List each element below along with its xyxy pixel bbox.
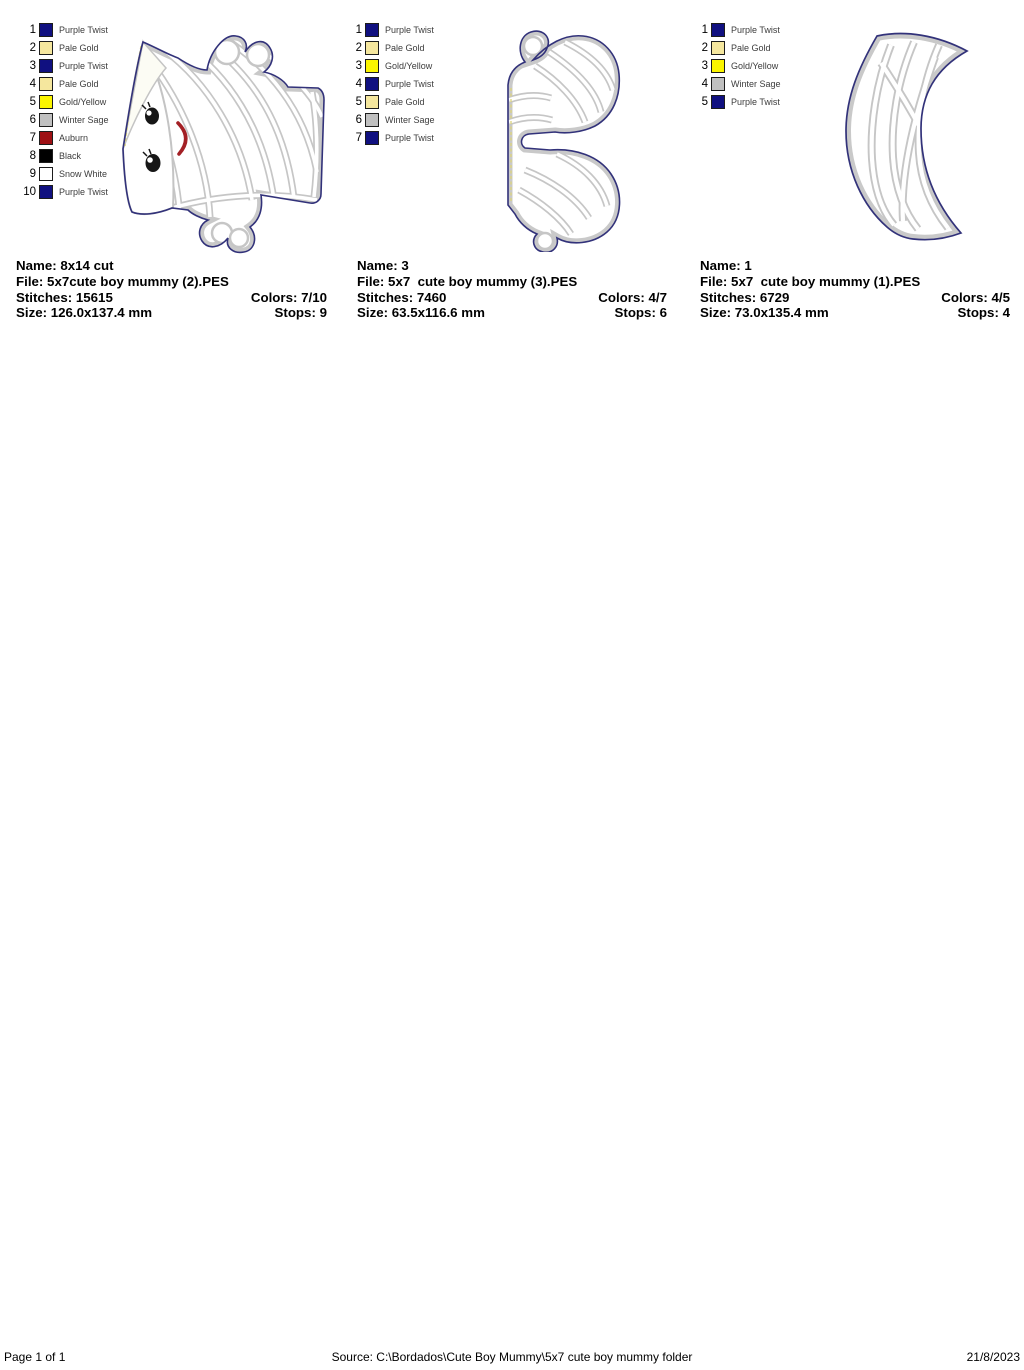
color-number: 3 [29, 60, 36, 72]
color-name: Purple Twist [385, 79, 434, 89]
color-swatch [365, 77, 379, 91]
color-number: 3 [355, 60, 362, 72]
color-number: 5 [701, 96, 708, 108]
meta-colors: Colors: 7/10 [250, 289, 327, 305]
color-swatch [365, 59, 379, 73]
meta-file-label: File: [16, 273, 44, 289]
meta-stitches: Stitches: 15615 [16, 289, 113, 305]
color-name: Gold/Yellow [59, 97, 107, 107]
meta-stitches: Stitches: 7460 [357, 289, 447, 305]
thread-color-row [12, 129, 109, 147]
color-name: Pale Gold [385, 43, 425, 53]
thread-color-row [338, 39, 435, 57]
color-name: Purple Twist [385, 133, 434, 143]
meta-size: Size: 73.0x135.4 mm [700, 305, 829, 321]
meta-stops: Stops: 4 [957, 305, 1010, 321]
thread-color-row [12, 111, 109, 129]
color-number: 8 [29, 150, 36, 162]
color-number: 7 [29, 132, 36, 144]
color-swatch [39, 185, 53, 199]
thread-color-row [12, 57, 109, 75]
meta-name-line [16, 258, 327, 274]
meta-stitches-colors-line [700, 290, 1010, 306]
color-number: 9 [29, 168, 36, 180]
meta-name-value: 8x14 cut [60, 258, 114, 273]
color-swatch [365, 131, 379, 145]
color-swatch [365, 41, 379, 55]
thread-color-row [684, 57, 781, 75]
color-swatch [39, 131, 53, 145]
color-name: Snow White [59, 169, 108, 179]
meta-file-value: 5x7 cute boy mummy (1).PES [731, 273, 921, 289]
thread-color-row [684, 39, 781, 57]
design-meta-3 [700, 258, 1010, 321]
color-number: 4 [29, 78, 36, 90]
thread-color-row [12, 147, 109, 165]
embroidery-design-1-icon [112, 22, 332, 257]
thread-color-row [12, 183, 109, 201]
color-swatch [365, 95, 379, 109]
meta-file-value: 5x7cute boy mummy (2).PES [47, 273, 229, 289]
thread-color-row [684, 93, 781, 111]
color-name: Pale Gold [59, 79, 99, 89]
color-name: Purple Twist [59, 61, 108, 71]
color-swatch [365, 23, 379, 37]
color-swatch [711, 77, 725, 91]
thread-color-row [338, 129, 435, 147]
meta-stitches: Stitches: 6729 [700, 289, 790, 305]
footer-page-number: Page 1 of 1 [4, 1350, 66, 1364]
color-name: Pale Gold [59, 43, 99, 53]
thread-color-row [12, 39, 109, 57]
color-number: 1 [29, 24, 36, 36]
color-number: 5 [29, 96, 36, 108]
meta-name-value: 3 [401, 258, 409, 273]
color-name: Gold/Yellow [385, 61, 433, 71]
color-number: 3 [701, 60, 708, 72]
color-swatch [39, 167, 53, 181]
color-name: Auburn [59, 133, 89, 143]
thread-color-list-1 [12, 21, 109, 201]
thread-color-list-3 [684, 21, 781, 111]
color-number: 6 [29, 114, 36, 126]
thread-color-row [12, 165, 109, 183]
color-name: Purple Twist [731, 97, 780, 107]
color-number: 1 [701, 24, 708, 36]
footer-date: 21/8/2023 [966, 1350, 1020, 1364]
meta-file-value: 5x7 cute boy mummy (3).PES [388, 273, 578, 289]
meta-name-label: Name: [357, 258, 398, 273]
meta-size: Size: 126.0x137.4 mm [16, 305, 153, 321]
color-number: 4 [701, 78, 708, 90]
color-swatch [39, 149, 53, 163]
color-name: Pale Gold [731, 43, 771, 53]
meta-size-stops-line [700, 305, 1010, 321]
color-swatch [711, 95, 725, 109]
thread-color-row [338, 75, 435, 93]
meta-file-line [700, 274, 1010, 290]
color-number: 2 [29, 42, 36, 54]
color-swatch [39, 95, 53, 109]
thread-color-row [338, 93, 435, 111]
thread-color-row [12, 21, 109, 39]
design-meta-1 [16, 258, 327, 321]
thread-color-row [338, 111, 435, 129]
color-name: Black [59, 151, 82, 161]
meta-name-value: 1 [744, 258, 752, 273]
meta-stops: Stops: 6 [614, 305, 667, 321]
color-name: Winter Sage [385, 115, 435, 125]
meta-stops: Stops: 9 [274, 305, 327, 321]
color-name: Gold/Yellow [731, 61, 779, 71]
color-swatch [39, 77, 53, 91]
color-name: Purple Twist [59, 25, 108, 35]
meta-size: Size: 63.5x116.6 mm [357, 305, 485, 321]
color-number: 5 [355, 96, 362, 108]
meta-colors: Colors: 4/5 [941, 289, 1010, 305]
design-preview-mummy-body [495, 22, 645, 252]
color-swatch [39, 23, 53, 37]
meta-name-label: Name: [700, 258, 741, 273]
color-number: 2 [355, 42, 362, 54]
color-number: 4 [355, 78, 362, 90]
color-name: Purple Twist [731, 25, 780, 35]
color-name: Purple Twist [59, 187, 108, 197]
thread-color-row [12, 93, 109, 111]
embroidery-design-3-icon [833, 25, 988, 250]
color-swatch [39, 113, 53, 127]
meta-file-label: File: [357, 273, 385, 289]
color-number: 1 [355, 24, 362, 36]
color-swatch [711, 41, 725, 55]
meta-name-label: Name: [16, 258, 57, 273]
embroidery-design-2-icon [495, 22, 645, 252]
thread-color-row [684, 75, 781, 93]
meta-file-label: File: [700, 273, 728, 289]
color-swatch [711, 59, 725, 73]
meta-name-line [700, 258, 1010, 274]
thread-color-row [338, 57, 435, 75]
color-number: 10 [23, 186, 36, 198]
color-name: Winter Sage [59, 115, 109, 125]
meta-file-line [357, 274, 667, 290]
color-swatch [39, 59, 53, 73]
color-number: 7 [355, 132, 362, 144]
color-name: Purple Twist [385, 25, 434, 35]
color-name: Pale Gold [385, 97, 425, 107]
footer-source-path: Source: C:\Bordados\Cute Boy Mummy\5x7 cute boy mummy folder [331, 1350, 693, 1364]
color-name: Winter Sage [731, 79, 781, 89]
design-preview-mummy-head [112, 22, 332, 257]
meta-name-line [357, 258, 667, 274]
color-swatch [711, 23, 725, 37]
thread-color-row [684, 21, 781, 39]
meta-size-stops-line [16, 305, 327, 321]
meta-size-stops-line [357, 305, 667, 321]
meta-colors: Colors: 4/7 [598, 289, 667, 305]
design-meta-2 [357, 258, 667, 321]
color-swatch [39, 41, 53, 55]
thread-color-row [338, 21, 435, 39]
color-number: 6 [355, 114, 362, 126]
meta-stitches-colors-line [357, 290, 667, 306]
thread-color-row [12, 75, 109, 93]
color-swatch [365, 113, 379, 127]
meta-stitches-colors-line [16, 290, 327, 306]
thread-color-list-2 [338, 21, 435, 147]
design-preview-mummy-bandage [833, 25, 988, 250]
color-number: 2 [701, 42, 708, 54]
meta-file-line [16, 274, 327, 290]
